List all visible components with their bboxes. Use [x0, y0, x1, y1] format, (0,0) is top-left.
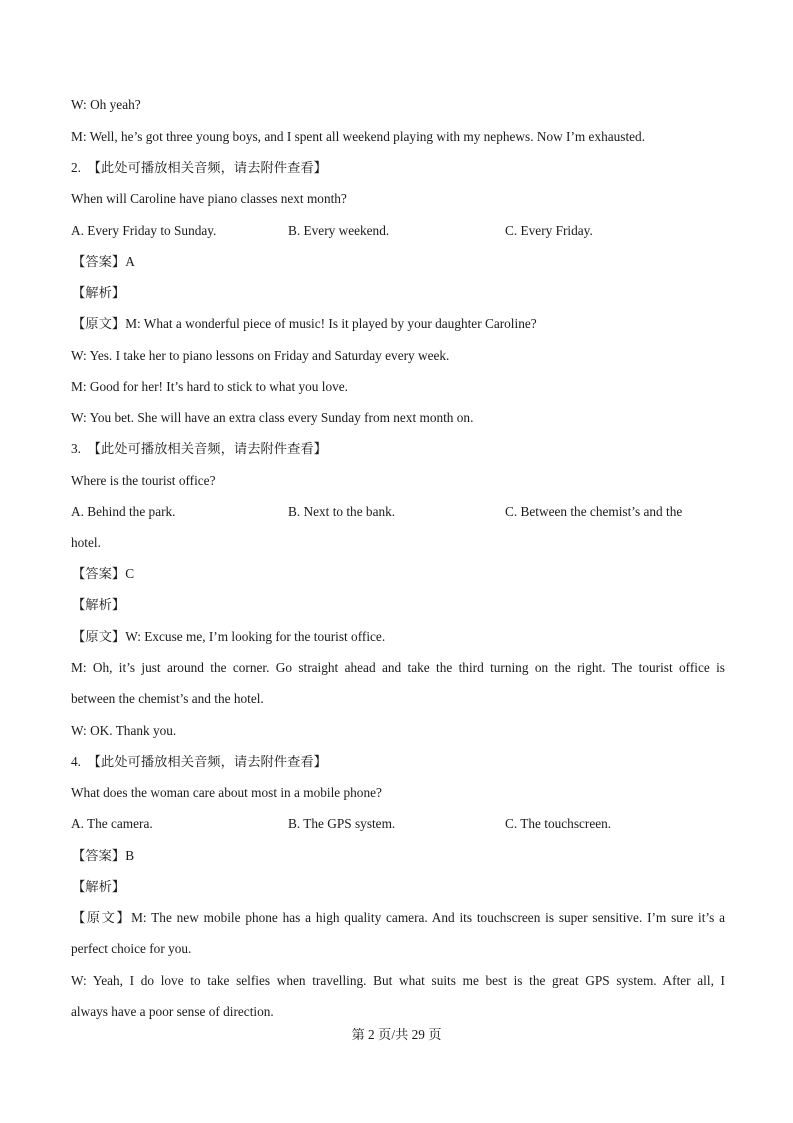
transcript-line: W: Yes. I take her to piano lessons on Friday and Saturday every week.	[71, 348, 450, 363]
option-c: C. Every Friday.	[505, 223, 593, 238]
original-label: 【原文】	[72, 629, 126, 644]
transcript-line: W: Yeah, I do love to take selfies when travelling. But what suits me best is the great GPS system. After all, I	[71, 973, 725, 988]
answer-line	[72, 847, 134, 865]
transcript-line	[72, 628, 385, 646]
original-label: 【原文】	[72, 316, 126, 331]
transcript-line: M: Good for her! It’s hard to stick to what you love.	[71, 379, 348, 394]
audio-note[interactable]: 【此处可播放相关音频，请去附件查看】	[87, 441, 327, 456]
question-text: When will Caroline have piano classes next month?	[71, 191, 347, 206]
transcript-line: always have a poor sense of direction.	[71, 1004, 274, 1019]
answer-label: 【答案】	[72, 254, 126, 269]
transcript-line	[72, 909, 725, 927]
analysis-label: 【解析】	[72, 879, 126, 894]
answer-value: A	[125, 254, 135, 269]
answer-line	[72, 565, 134, 583]
transcript-line: M: Oh, it’s just around the corner. Go straight ahead and take the third turning on the right. The tourist office is	[71, 660, 725, 675]
audio-note[interactable]: 【此处可播放相关音频，请去附件查看】	[87, 754, 327, 769]
question-header	[71, 753, 327, 771]
audio-note[interactable]: 【此处可播放相关音频，请去附件查看】	[87, 160, 327, 175]
answer-label: 【答案】	[72, 848, 126, 863]
analysis-label: 【解析】	[72, 285, 126, 300]
option-a: A. Every Friday to Sunday.	[71, 223, 217, 238]
dialogue-line: W: Oh yeah?	[71, 97, 141, 112]
question-number: 4.	[71, 754, 81, 769]
analysis-label: 【解析】	[72, 597, 126, 612]
page-footer: 第 2 页/共 29 页	[351, 1027, 442, 1042]
transcript-text: W: Excuse me, I’m looking for the tourist office.	[125, 629, 386, 644]
transcript-text: M: The new mobile phone has a high quality camera. And its touchscreen is super sensitive. I’m sure it’s a	[131, 910, 725, 925]
question-header	[71, 159, 327, 177]
answer-label: 【答案】	[72, 566, 126, 581]
option-c-wrap: hotel.	[71, 535, 101, 550]
original-label: 【原文】	[72, 910, 132, 925]
question-number: 2.	[71, 160, 81, 175]
option-b: B. Next to the bank.	[288, 504, 396, 519]
option-a: A. The camera.	[71, 816, 153, 831]
transcript-line	[72, 315, 537, 333]
question-text: Where is the tourist office?	[71, 473, 216, 488]
transcript-line: perfect choice for you.	[71, 941, 192, 956]
option-b: B. The GPS system.	[288, 816, 396, 831]
question-number: 3.	[71, 441, 81, 456]
transcript-text: M: What a wonderful piece of music! Is it played by your daughter Caroline?	[125, 316, 537, 331]
option-c: C. The touchscreen.	[505, 816, 612, 831]
transcript-line: between the chemist’s and the hotel.	[71, 691, 264, 706]
answer-value: B	[125, 848, 135, 863]
option-b: B. Every weekend.	[288, 223, 390, 238]
dialogue-line: M: Well, he’s got three young boys, and I spent all weekend playing with my nephews. Now I’m exhausted.	[71, 129, 646, 144]
question-header	[71, 440, 327, 458]
transcript-line: W: You bet. She will have an extra class every Sunday from next month on.	[71, 410, 474, 425]
question-text: What does the woman care about most in a mobile phone?	[71, 785, 382, 800]
answer-line	[72, 253, 135, 271]
option-c: C. Between the chemist’s and the	[505, 504, 683, 519]
transcript-line: W: OK. Thank you.	[71, 723, 177, 738]
answer-value: C	[125, 566, 135, 581]
option-a: A. Behind the park.	[71, 504, 176, 519]
